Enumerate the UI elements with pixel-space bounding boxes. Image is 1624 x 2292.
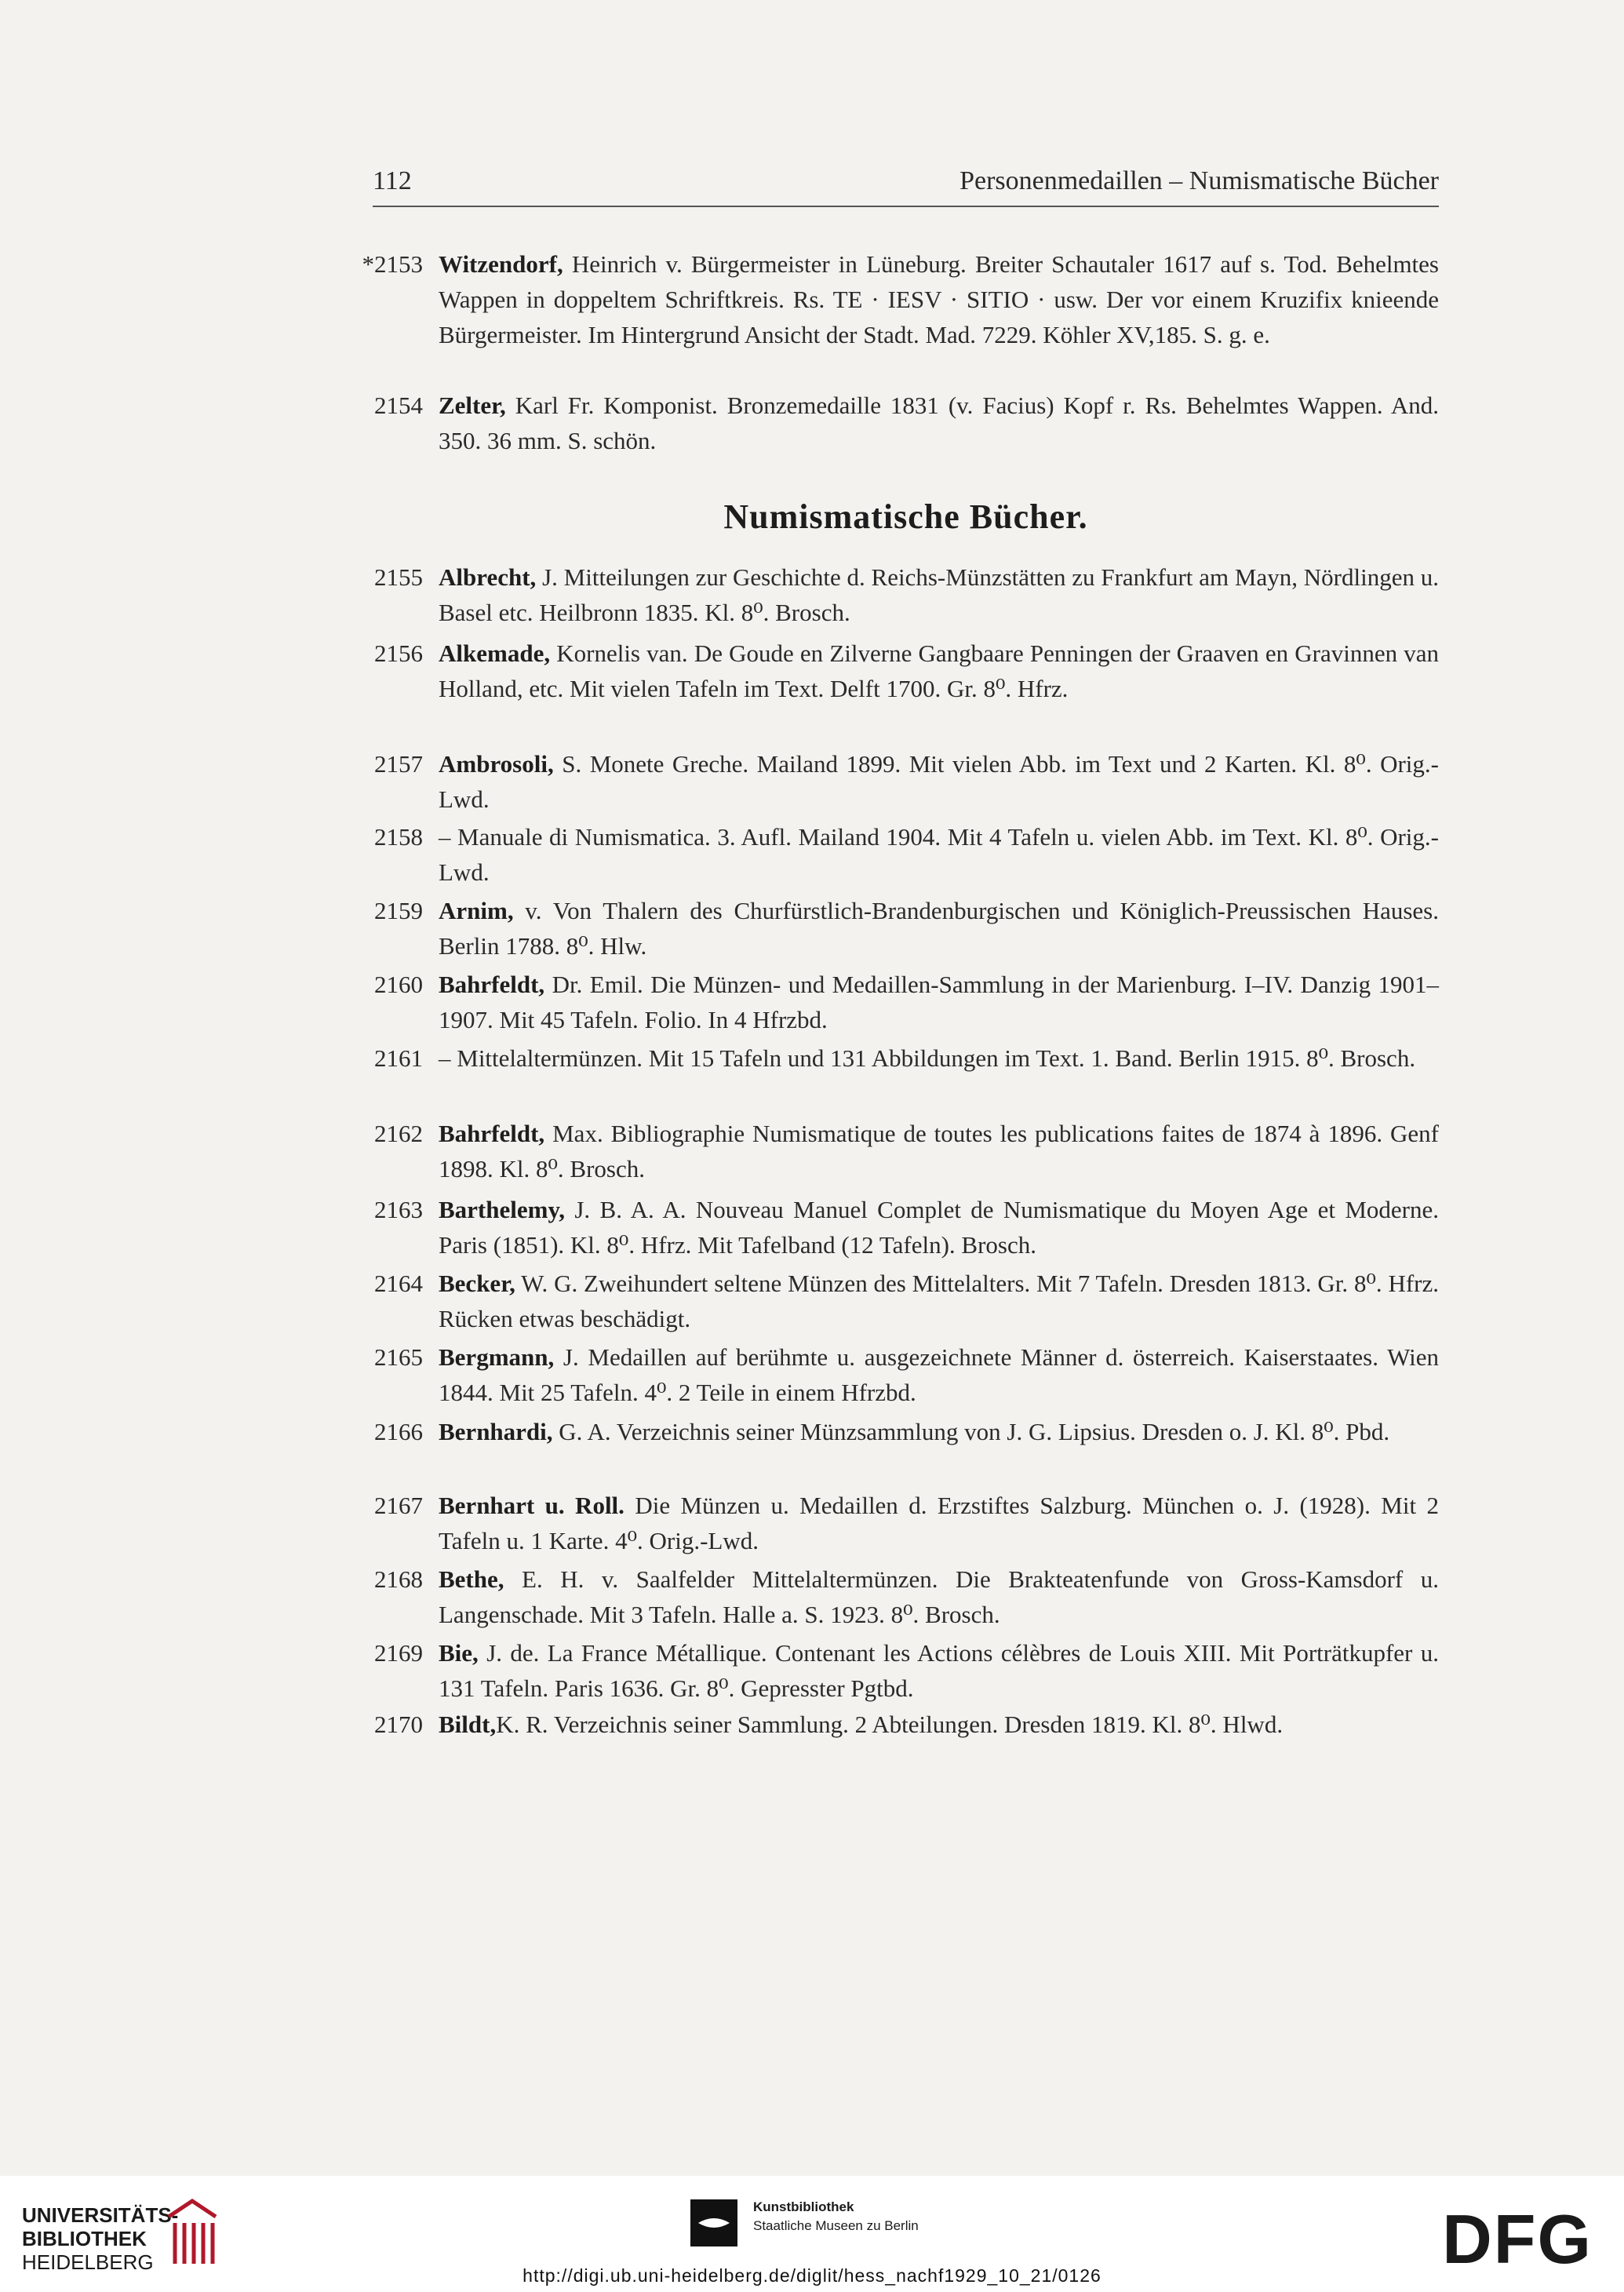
entry-author: Bahrfeldt, — [439, 971, 545, 998]
entry-body — [439, 967, 1439, 1037]
entry-body — [439, 1488, 1439, 1558]
entry-number: 2169 — [374, 1639, 423, 1667]
entry-body — [439, 1707, 1439, 1742]
entry-body — [439, 893, 1439, 964]
entry-body — [439, 246, 1439, 352]
entry-author: Bethe, — [439, 1565, 504, 1593]
page-number: 112 — [373, 166, 412, 195]
entry-body — [439, 1040, 1439, 1076]
entry-text: J. Medaillen auf berühmte u. ausgezeichnete Männer d. österreich. Kaiserstaates. Wien 1844. Mit 25 Tafeln. 4⁰. 2 Teile in einem Hfrzbd. — [439, 1343, 1439, 1406]
ub-heidelberg-mark-icon — [161, 2193, 224, 2272]
entry-text: S. Monete Greche. Mailand 1899. Mit vielen Abb. im Text und 2 Karten. Kl. 8⁰. Orig.-Lwd. — [439, 750, 1439, 813]
kunstbibliothek-title: Kunstbibliothek — [753, 2199, 854, 2214]
entry-author: Albrecht, — [439, 563, 537, 591]
entry-text: Dr. Emil. Die Münzen- und Medaillen-Sammlung in der Marienburg. I–IV. Danzig 1901–1907. Mit 45 Tafeln. Folio. In 4 Hfrzbd. — [439, 971, 1439, 1033]
entry-text: Karl Fr. Komponist. Bronzemedaille 1831 (v. Facius) Kopf r. Rs. Behelmtes Wappen. And. 350. 36 mm. S. schön. — [439, 392, 1439, 454]
entry-body — [439, 1561, 1439, 1632]
entry-number: 2158 — [374, 823, 423, 851]
entry-text: Die Münzen u. Medaillen d. Erzstiftes Salzburg. München o. J. (1928). Mit 2 Tafeln u. 1 Karte. 4⁰. Orig.-Lwd. — [439, 1492, 1439, 1554]
entry-text: Max. Bibliographie Numismatique de toutes les publications faites de 1874 à 1896. Genf 1898. Kl. 8⁰. Brosch. — [439, 1120, 1439, 1182]
entry-number: 2168 — [374, 1565, 423, 1593]
entry-number: 2164 — [374, 1270, 423, 1297]
entry-text: J. Mitteilungen zur Geschichte d. Reichs-Münzstätten zu Frankfurt am Mayn, Nördlingen u. Basel etc. Heilbronn 1835. Kl. 8⁰. Brosch. — [439, 563, 1439, 626]
entry-author: Barthelemy, — [439, 1196, 565, 1223]
entry-body — [439, 1414, 1439, 1449]
entry-author: Bernhart u. Roll. — [439, 1492, 624, 1519]
entry-author: Becker, — [439, 1270, 515, 1297]
entry-text: – Mittelaltermünzen. Mit 15 Tafeln und 131 Abbildungen im Text. 1. Band. Berlin 1915. 8⁰. Brosch. — [439, 1044, 1416, 1072]
entry-text: J. de. La France Métallique. Contenant les Actions célèbres de Louis XIII. Mit Porträtkupfer u. 131 Tafeln. Paris 1636. Gr. 8⁰. Gepresster Pgtbd. — [439, 1639, 1439, 1702]
entry-body — [439, 1339, 1439, 1410]
ub-logo-line2: BIBLIOTHEK — [22, 2227, 147, 2250]
entry-author: Alkemade, — [439, 640, 551, 667]
entry-number: 2157 — [374, 750, 423, 778]
ub-logo-line1: UNIVERSITÄTS- — [22, 2203, 179, 2227]
entry-body — [439, 819, 1439, 890]
entry-body — [439, 559, 1439, 630]
entry-body — [439, 1635, 1439, 1706]
entry-author: Ambrosoli, — [439, 750, 554, 778]
entry-text: Heinrich v. Bürgermeister in Lüneburg. Breiter Schautaler 1617 auf s. Tod. Behelmtes Wappen in doppeltem Schriftkreis. Rs. TE · IESV · SITIO · usw. Der vor einem Kruzifix knieende Bürgermeister. Im Hintergrund Ansicht der Stadt. Mad. 7229. Köhler XV,185. S. g. e. — [439, 250, 1439, 348]
entry-body — [439, 1116, 1439, 1186]
entry-text: – Manuale di Numismatica. 3. Aufl. Mailand 1904. Mit 4 Tafeln u. vielen Abb. im Text. Kl. 8⁰. Orig.-Lwd. — [439, 823, 1439, 886]
entry-text: v. Von Thalern des Churfürstlich-Brandenburgischen und Königlich-Preussischen Hauses. Berlin 1788. 8⁰. Hlw. — [439, 897, 1439, 960]
entry-number: 2160 — [374, 971, 423, 998]
entry-body — [439, 636, 1439, 706]
entry-author: Zelter, — [439, 392, 506, 419]
entry-author: Bernhardi, — [439, 1418, 553, 1445]
dfg-logo[interactable]: DFG — [1442, 2200, 1593, 2278]
entry-author: Bie, — [439, 1639, 479, 1667]
header-rule — [373, 206, 1439, 207]
kunstbibliothek-text[interactable] — [753, 2198, 919, 2236]
entry-author: Witzendorf, — [439, 250, 563, 278]
kunstbibliothek-subtitle: Staatliche Museen zu Berlin — [753, 2218, 919, 2233]
entry-body — [439, 746, 1439, 817]
entry-text: E. H. v. Saalfelder Mittelaltermünzen. Die Brakteatenfunde von Gross-Kamsdorf u. Langenschade. Mit 3 Tafeln. Halle a. S. 1923. 8⁰. Brosch. — [439, 1565, 1439, 1628]
entry-number: 2170 — [374, 1711, 423, 1738]
entry-text: K. R. Verzeichnis seiner Sammlung. 2 Abteilungen. Dresden 1819. Kl. 8⁰. Hlwd. — [496, 1711, 1284, 1738]
entry-number: 2161 — [374, 1044, 423, 1072]
section-heading: Numismatische Bücher. — [723, 497, 1088, 536]
entry-author: Bildt, — [439, 1711, 497, 1738]
entry-author: Bergmann, — [439, 1343, 555, 1371]
entry-number: *2153 — [362, 250, 423, 278]
entry-number: 2165 — [374, 1343, 423, 1371]
entry-author: Arnim, — [439, 897, 514, 924]
entry-number: 2167 — [374, 1492, 423, 1519]
entry-number: 2166 — [374, 1418, 423, 1445]
entry-text: G. A. Verzeichnis seiner Münzsammlung von J. G. Lipsius. Dresden o. J. Kl. 8⁰. Pbd. — [552, 1418, 1390, 1445]
permalink-url[interactable]: http://digi.ub.uni-heidelberg.de/diglit/hess_nachf1929_10_21/0126 — [523, 2265, 1101, 2286]
running-head: Personenmedaillen – Numismatische Bücher — [959, 166, 1439, 195]
entry-text: J. B. A. A. Nouveau Manuel Complet de Numismatique du Moyen Age et Moderne. Paris (1851). Kl. 8⁰. Hfrz. Mit Tafelband (12 Tafeln). Brosch. — [439, 1196, 1439, 1259]
ub-heidelberg-logo[interactable] — [22, 2203, 178, 2274]
entry-number: 2154 — [374, 392, 423, 419]
entry-text: W. G. Zweihundert seltene Münzen des Mittelalters. Mit 7 Tafeln. Dresden 1813. Gr. 8⁰. Hfrz. Rücken etwas beschädigt. — [439, 1270, 1439, 1332]
entry-number: 2159 — [374, 897, 423, 924]
entry-body — [439, 388, 1439, 458]
entry-number: 2162 — [374, 1120, 423, 1147]
entry-author: Bahrfeldt, — [439, 1120, 545, 1147]
kunstbibliothek-logo-icon — [690, 2199, 737, 2246]
entry-number: 2155 — [374, 563, 423, 591]
entry-body — [439, 1192, 1439, 1263]
entry-number: 2156 — [374, 640, 423, 667]
entry-number: 2163 — [374, 1196, 423, 1223]
entry-body — [439, 1266, 1439, 1336]
entry-text: Kornelis van. De Goude en Zilverne Gangbaare Penningen der Graaven en Gravinnen van Holland, etc. Mit vielen Tafeln im Text. Delft 1700. Gr. 8⁰. Hfrz. — [439, 640, 1439, 702]
ub-logo-line3: HEIDELBERG — [22, 2250, 154, 2274]
